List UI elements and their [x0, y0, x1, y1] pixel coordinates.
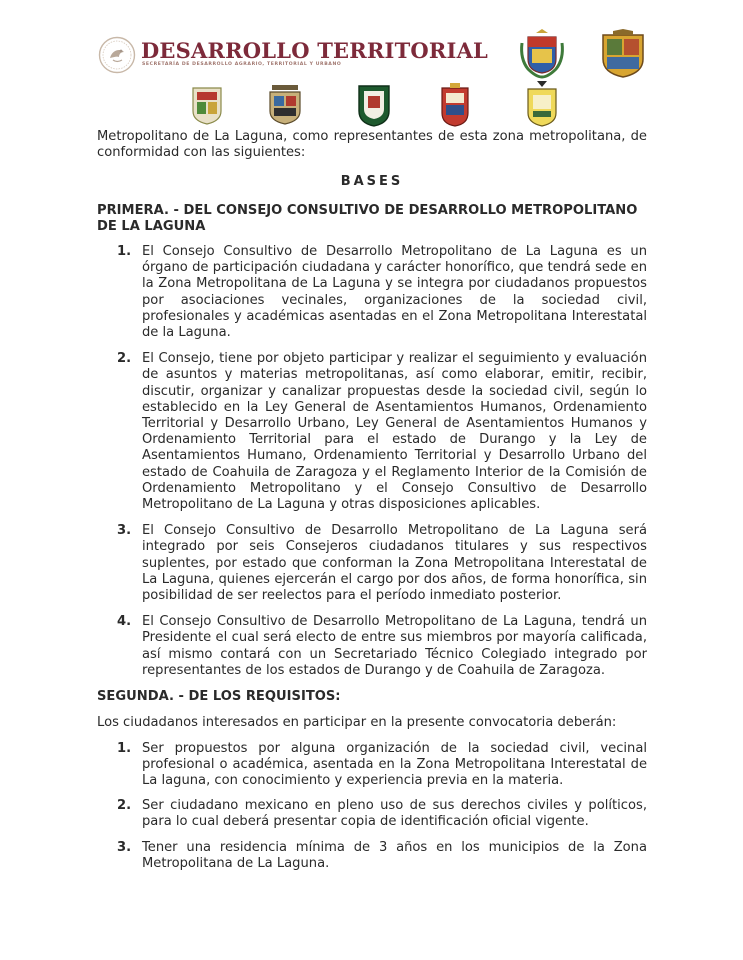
municipal-crest-icon — [525, 81, 559, 127]
item-text: Ser ciudadano mexicano en pleno uso de sus derechos civiles y políticos, para lo cual deberá presentar copia de identificación oficial vigente. — [142, 798, 647, 830]
state-crest-icon — [599, 29, 647, 79]
item-number: 4. — [117, 614, 132, 630]
list-item — [97, 244, 647, 341]
list-item — [97, 840, 647, 872]
list-item — [97, 351, 647, 513]
item-number: 1. — [117, 740, 132, 756]
municipal-crest-icon — [440, 83, 470, 127]
segunda-intro: Los ciudadanos interesados en participar en la presente convocatoria deberán: — [97, 715, 617, 731]
item-text: Ser propuestos por alguna organización de la sociedad civil, vecinal profesional o académica, asentada en la Zona Metropolitana Interestatal de La laguna, con conocimiento y experiencia previa en la materia. — [142, 740, 647, 788]
item-number: 3. — [117, 839, 132, 855]
bases-heading: BASES — [340, 174, 404, 190]
section-primera-title: PRIMERA. - DEL CONSEJO CONSULTIVO DE DESARROLLO METROPOLITANO DE LA LAGUNA — [97, 202, 638, 234]
brand-title: DESARROLLO TERRITORIAL — [141, 38, 489, 63]
item-number: 2. — [117, 351, 132, 367]
municipal-crest-icon — [356, 83, 392, 127]
list-item — [97, 741, 647, 790]
list-item — [97, 798, 647, 830]
document-header — [0, 0, 743, 130]
item-number: 1. — [117, 244, 132, 260]
segunda-list — [97, 741, 647, 872]
state-crest-icon — [518, 29, 566, 79]
municipal-crest-icon — [266, 85, 304, 125]
list-item — [97, 614, 647, 679]
item-text: Tener una residencia mínima de 3 años en los municipios de la Zona Metropolitana de La Laguna. — [142, 839, 647, 871]
primera-list — [97, 244, 647, 679]
document-body — [97, 129, 647, 881]
eagle-seal-icon — [98, 36, 136, 74]
item-text: El Consejo Consultivo de Desarrollo Metropolitano de La Laguna, tendrá un Presidente el cual será electo de entre sus miembros por mayoría calificada, así mismo contará con un Secretariado Técnico Colegiado integrado por representantes de los estados de Durango y de Coahuila de Zaragoza. — [142, 614, 647, 678]
item-text: El Consejo Consultivo de Desarrollo Metropolitano de La Laguna será integrado por seis Consejeros ciudadanos titulares y sus respectivos suplentes, por estado que conforman la Zona Metropolitana Interestatal de La Laguna, quienes ejercerán el cargo por dos años, de forma honorífica, sin posibilidad de ser reelectos para el período inmediato posterior. — [142, 523, 647, 604]
item-number: 3. — [117, 523, 132, 539]
item-number: 2. — [117, 798, 132, 814]
item-text: El Consejo, tiene por objeto participar y realizar el seguimiento y evaluación de asuntos y materias metropolitanas, así como elaborar, emitir, recibir, discutir, organizar y canalizar propuestas desde la sociedad civil, según lo establecido en la Ley General de Asentamientos Humanos, Ordenamiento Territorial y Desarrollo Urbano, Ley General de Asentamientos Humanos y Ordenamiento Territorial para el estado de Durango y la Ley de Asentamientos Humano, Ordenamiento Territorial y Desarrollo Urbano del estado de Coahuila de Zaragoza y el Reglamento Interior de la Comisión de Ordenamiento Metropolitano y el Consejo Consultivo de Desarrollo Metropolitano de La Laguna y otras disposiciones aplicables. — [142, 351, 647, 513]
section-segunda-title: SEGUNDA. - DE LOS REQUISITOS: — [97, 689, 341, 705]
intro-paragraph: Metropolitano de La Laguna, como representantes de esta zona metropolitana, de conformidad con las siguientes: — [97, 129, 647, 161]
item-text: El Consejo Consultivo de Desarrollo Metropolitano de La Laguna es un órgano de participación ciudadana y carácter honorífico, que tendrá sede en la Zona Metropolitana de La Laguna y se integra por ciudadanos propuestos por asociaciones vecinales, organizaciones de la sociedad civil, profesionales y académicas asentadas en el Zona Metropolitana Interestatal de la Laguna. — [142, 244, 647, 341]
list-item — [97, 523, 647, 604]
municipal-crest-icon — [190, 85, 224, 125]
brand-subtitle: SECRETARÍA DE DESARROLLO AGRARIO, TERRITORIAL Y URBANO — [142, 62, 342, 67]
